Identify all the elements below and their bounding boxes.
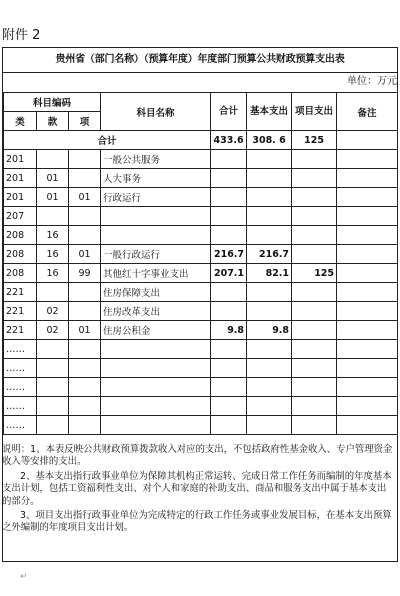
unit-label: 单位：万元 bbox=[347, 76, 397, 87]
cell-kuan bbox=[37, 207, 69, 226]
header-kuan: 款 bbox=[37, 112, 69, 131]
cell-total bbox=[211, 169, 247, 188]
total-row bbox=[4, 131, 398, 150]
table-row bbox=[4, 264, 398, 283]
paragraph-mark: ↵ bbox=[20, 572, 28, 582]
cell-lei: …… bbox=[4, 397, 37, 416]
cell-total bbox=[211, 359, 247, 378]
cell-name: 其他红十字事业支出 bbox=[101, 264, 211, 283]
table-row bbox=[4, 283, 398, 302]
cell-name: 住房保障支出 bbox=[101, 283, 211, 302]
cell-total bbox=[211, 188, 247, 207]
header-subject-name: 科目名称 bbox=[101, 93, 211, 131]
cell-name bbox=[101, 416, 211, 435]
cell-kuan: 02 bbox=[37, 321, 69, 340]
cell-name bbox=[101, 359, 211, 378]
note-1: 说明：1、本表反映公共财政预算拨款收入对应的支出，不包括政府性基金收入、专户管理资金收入等安排的支出。 bbox=[2, 444, 393, 468]
cell-name bbox=[101, 340, 211, 359]
table-row bbox=[4, 378, 398, 397]
header-lei: 类 bbox=[4, 112, 37, 131]
cell-project bbox=[292, 150, 337, 169]
cell-kuan bbox=[37, 150, 69, 169]
cell-basic: 216.7 bbox=[247, 245, 292, 264]
cell-lei: 201 bbox=[4, 150, 37, 169]
total-remarks bbox=[337, 131, 398, 150]
cell-basic bbox=[247, 150, 292, 169]
table-title: 贵州省（部门名称）（预算年度）年度部门预算公共财政预算支出表 bbox=[3, 48, 397, 73]
cell-name bbox=[101, 397, 211, 416]
cell-basic bbox=[247, 226, 292, 245]
cell-name: 行政运行 bbox=[101, 188, 211, 207]
cell-remarks bbox=[337, 359, 398, 378]
cell-remarks bbox=[337, 245, 398, 264]
cell-kuan bbox=[37, 397, 69, 416]
table-row bbox=[4, 188, 398, 207]
cell-remarks bbox=[337, 150, 398, 169]
table-row bbox=[4, 207, 398, 226]
cell-lei: 208 bbox=[4, 264, 37, 283]
cell-xiang: 01 bbox=[69, 321, 101, 340]
cell-total bbox=[211, 340, 247, 359]
total-label: 合计 bbox=[4, 131, 211, 150]
cell-xiang bbox=[69, 416, 101, 435]
header-remarks: 备注 bbox=[337, 93, 398, 131]
cell-xiang: 01 bbox=[69, 188, 101, 207]
cell-total bbox=[211, 226, 247, 245]
cell-project bbox=[292, 188, 337, 207]
cell-name: 住房公积金 bbox=[101, 321, 211, 340]
cell-kuan: 01 bbox=[37, 188, 69, 207]
cell-remarks bbox=[337, 169, 398, 188]
cell-remarks bbox=[337, 416, 398, 435]
total-project: 125 bbox=[292, 131, 337, 150]
cell-remarks bbox=[337, 188, 398, 207]
cell-basic bbox=[247, 340, 292, 359]
cell-xiang bbox=[69, 283, 101, 302]
note-2: 2、基本支出指行政事业单位为保障其机构正常运转、完成日常工作任务而编制的年度基本支出计划，包括工资福利性支出、对个人和家庭的补助支出、商品和服务支出中属于基本支出的部分。 bbox=[2, 470, 392, 507]
header-basic: 基本支出 bbox=[247, 93, 292, 131]
cell-lei: 201 bbox=[4, 169, 37, 188]
cell-xiang bbox=[69, 302, 101, 321]
cell-remarks bbox=[337, 340, 398, 359]
cell-lei: 221 bbox=[4, 321, 37, 340]
cell-kuan bbox=[37, 416, 69, 435]
cell-kuan bbox=[37, 340, 69, 359]
cell-kuan: 16 bbox=[37, 226, 69, 245]
cell-lei: 221 bbox=[4, 283, 37, 302]
cell-basic bbox=[247, 207, 292, 226]
cell-project bbox=[292, 416, 337, 435]
total-basic: 308. 6 bbox=[247, 131, 292, 150]
cell-project bbox=[292, 169, 337, 188]
cell-basic bbox=[247, 302, 292, 321]
cell-basic: 82.1 bbox=[247, 264, 292, 283]
cell-project bbox=[292, 397, 337, 416]
cell-remarks bbox=[337, 378, 398, 397]
note-3: 3、项目支出指行政事业单位为完成特定的行政工作任务或事业发展目标，在基本支出预算之外编制的年度项目支出计划。 bbox=[2, 510, 392, 534]
cell-project: 125 bbox=[292, 264, 337, 283]
cell-lei: …… bbox=[4, 359, 37, 378]
cell-lei: …… bbox=[4, 416, 37, 435]
cell-total: 216.7 bbox=[211, 245, 247, 264]
header-total: 合计 bbox=[211, 93, 247, 131]
table-row bbox=[4, 302, 398, 321]
cell-name bbox=[101, 378, 211, 397]
cell-xiang bbox=[69, 378, 101, 397]
cell-project bbox=[292, 302, 337, 321]
cell-remarks bbox=[337, 397, 398, 416]
cell-kuan bbox=[37, 378, 69, 397]
cell-xiang bbox=[69, 150, 101, 169]
cell-name: 一般行政运行 bbox=[101, 245, 211, 264]
cell-kuan: 16 bbox=[37, 245, 69, 264]
cell-xiang bbox=[69, 226, 101, 245]
cell-project bbox=[292, 321, 337, 340]
cell-basic: 9.8 bbox=[247, 321, 292, 340]
cell-remarks bbox=[337, 207, 398, 226]
cell-xiang bbox=[69, 340, 101, 359]
cell-kuan bbox=[37, 283, 69, 302]
cell-basic bbox=[247, 169, 292, 188]
table-row bbox=[4, 321, 398, 340]
cell-total bbox=[211, 378, 247, 397]
cell-lei: 207 bbox=[4, 207, 37, 226]
cell-project bbox=[292, 378, 337, 397]
cell-xiang: 99 bbox=[69, 264, 101, 283]
table-row bbox=[4, 359, 398, 378]
table-row bbox=[4, 226, 398, 245]
table-row bbox=[4, 150, 398, 169]
table-row bbox=[4, 416, 398, 435]
cell-total bbox=[211, 416, 247, 435]
cell-xiang bbox=[69, 169, 101, 188]
cell-name bbox=[101, 226, 211, 245]
cell-basic bbox=[247, 378, 292, 397]
header-row bbox=[4, 93, 398, 112]
cell-kuan: 16 bbox=[37, 264, 69, 283]
cell-basic bbox=[247, 416, 292, 435]
cell-kuan bbox=[37, 359, 69, 378]
table-body bbox=[4, 150, 398, 435]
cell-project bbox=[292, 283, 337, 302]
cell-remarks bbox=[337, 321, 398, 340]
cell-total bbox=[211, 207, 247, 226]
total-total: 433.6 bbox=[211, 131, 247, 150]
cell-total bbox=[211, 302, 247, 321]
cell-lei: 221 bbox=[4, 302, 37, 321]
cell-total: 207.1 bbox=[211, 264, 247, 283]
table-row bbox=[4, 397, 398, 416]
cell-total bbox=[211, 397, 247, 416]
cell-project bbox=[292, 245, 337, 264]
cell-total bbox=[211, 150, 247, 169]
cell-remarks bbox=[337, 226, 398, 245]
cell-lei: …… bbox=[4, 340, 37, 359]
cell-xiang: 01 bbox=[69, 245, 101, 264]
cell-remarks bbox=[337, 283, 398, 302]
attachment-label: 附件 2 bbox=[2, 28, 41, 43]
header-subject-code: 科目编码 bbox=[4, 93, 101, 112]
cell-basic bbox=[247, 188, 292, 207]
cell-xiang bbox=[69, 397, 101, 416]
cell-name: 一般公共服务 bbox=[101, 150, 211, 169]
cell-lei: 201 bbox=[4, 188, 37, 207]
cell-name bbox=[101, 207, 211, 226]
cell-lei: 208 bbox=[4, 226, 37, 245]
cell-project bbox=[292, 340, 337, 359]
cell-project bbox=[292, 207, 337, 226]
cell-xiang bbox=[69, 207, 101, 226]
cell-remarks bbox=[337, 264, 398, 283]
cell-name: 人大事务 bbox=[101, 169, 211, 188]
budget-table bbox=[3, 92, 398, 435]
cell-remarks bbox=[337, 302, 398, 321]
table-row bbox=[4, 340, 398, 359]
header-project: 项目支出 bbox=[292, 93, 337, 131]
cell-basic bbox=[247, 397, 292, 416]
cell-total: 9.8 bbox=[211, 321, 247, 340]
table-row bbox=[4, 245, 398, 264]
cell-total bbox=[211, 283, 247, 302]
cell-project bbox=[292, 226, 337, 245]
table-row bbox=[4, 169, 398, 188]
cell-kuan: 01 bbox=[37, 169, 69, 188]
cell-kuan: 02 bbox=[37, 302, 69, 321]
notes bbox=[2, 444, 394, 537]
cell-lei: …… bbox=[4, 378, 37, 397]
cell-xiang bbox=[69, 359, 101, 378]
cell-basic bbox=[247, 359, 292, 378]
cell-name: 住房改革支出 bbox=[101, 302, 211, 321]
header-xiang: 项 bbox=[69, 112, 101, 131]
cell-project bbox=[292, 359, 337, 378]
cell-lei: 208 bbox=[4, 245, 37, 264]
cell-basic bbox=[247, 283, 292, 302]
